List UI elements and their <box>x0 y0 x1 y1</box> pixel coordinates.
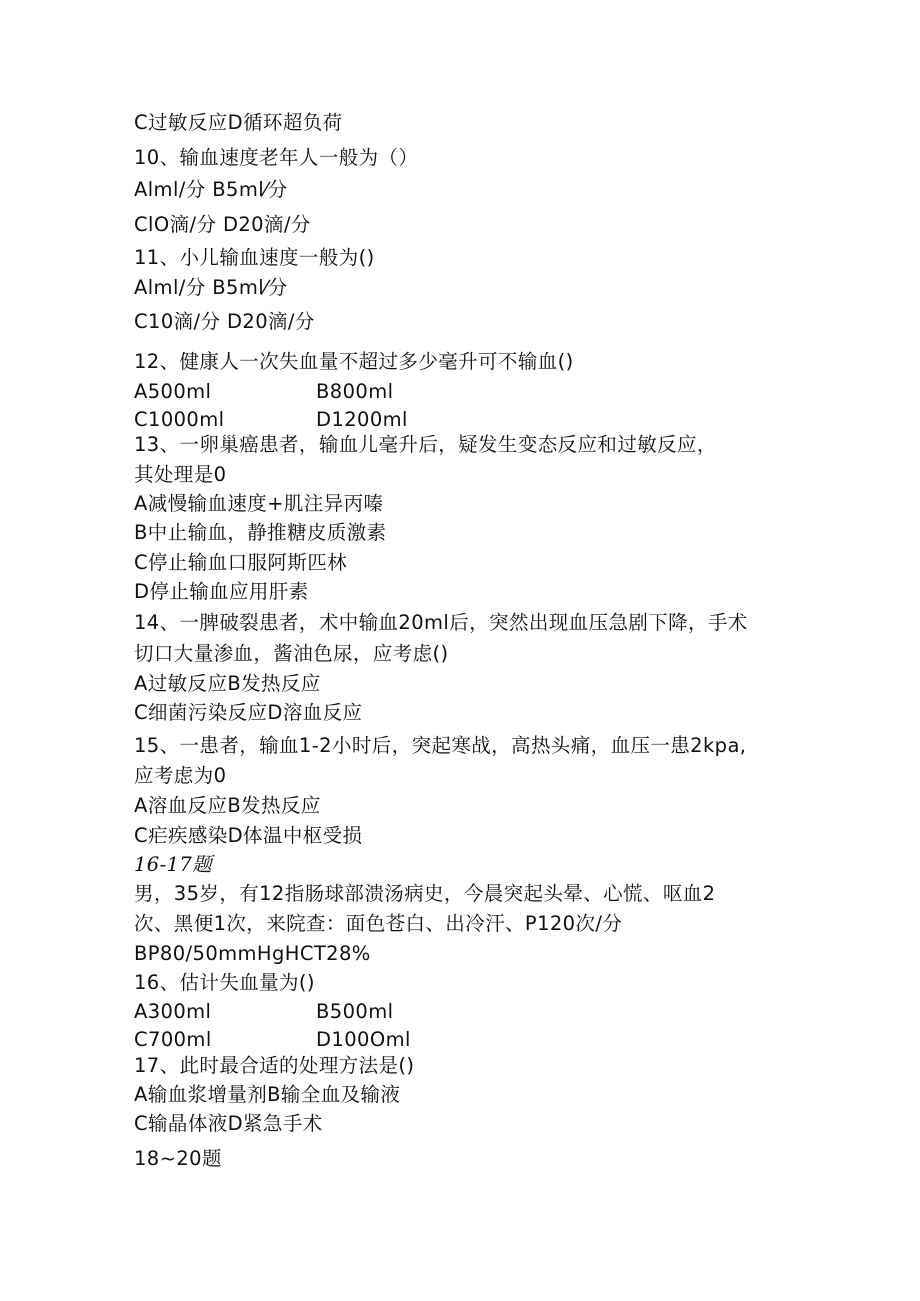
q15-options-ab: A溶血反应B发热反应 <box>134 794 321 817</box>
q12-option-d: D1200ml <box>316 408 408 431</box>
q12-options-ab <box>134 379 394 405</box>
q11-options-cd: C10滴/分 D20滴/分 <box>134 310 315 333</box>
q14-options-ab: A过敏反应B发热反应 <box>134 672 321 695</box>
q10-question: 10、输血速度老年人一般为（） <box>134 146 419 169</box>
q14-question-line1: 14、一脾破裂患者，术中输血20ml后，突然出现血压急剧下降，手术 <box>134 611 748 634</box>
q13-option-b: B中止输血，静推糖皮质激素 <box>134 521 387 544</box>
q13-option-a: A减慢输血速度+肌注异丙嗪 <box>134 492 384 515</box>
q13-option-c: C停止输血口服阿斯匹林 <box>134 551 348 574</box>
q17-question: 17、此时最合适的处理方法是() <box>134 1054 415 1077</box>
section-heading-16-17: 16-17题 <box>134 853 213 876</box>
section-heading-18-20: 18~20题 <box>134 1147 222 1170</box>
q12-options-cd <box>134 407 408 433</box>
q13-question-line1: 13、一卵巢癌患者，输血儿毫升后，疑发生变态反应和过敏反应， <box>134 433 717 456</box>
q16-option-c: C700ml <box>134 1028 212 1051</box>
q10-options-ab: Alml/分 B5ml⁄分 <box>134 178 288 201</box>
q9-options-cd: C过敏反应D循环超负荷 <box>134 111 343 134</box>
q10-options-cd: ClO滴/分 D20滴/分 <box>134 213 311 236</box>
q12-option-a: A500ml <box>134 380 212 403</box>
q15-options-cd: C疟疾感染D体温中枢受损 <box>134 824 363 847</box>
case-stem-line3: BP80/50mmHgHCT28% <box>134 942 371 965</box>
case-stem-line2: 次、黑便1次，来院查：面色苍白、出冷汗、P120次/分 <box>134 912 623 935</box>
case-stem-line1: 男，35岁，有12指肠球部溃汤病史，今晨突起头晕、心慌、呕血2 <box>134 882 716 905</box>
q17-options-cd: C输晶体液D紧急手术 <box>134 1112 323 1135</box>
q12-option-c: C1000ml <box>134 408 225 431</box>
q13-option-d: D停止输血应用肝素 <box>134 580 309 603</box>
q15-question-line2: 应考虑为0 <box>134 764 227 787</box>
q16-question: 16、估计失血量为() <box>134 971 315 994</box>
q16-option-b: B500ml <box>316 1000 394 1023</box>
q14-question-line2: 切口大量渗血，酱油色尿，应考虑() <box>134 642 449 665</box>
q16-options-cd <box>134 1027 411 1053</box>
q17-options-ab: A输血浆增量剂B输全血及输液 <box>134 1083 401 1106</box>
q16-option-d: D100Oml <box>316 1028 411 1051</box>
q14-options-cd: C细菌污染反应D溶血反应 <box>134 701 363 724</box>
q16-option-a: A300ml <box>134 1000 212 1023</box>
q15-question-line1: 15、一患者，输血1-2小时后，突起寒战，高热头痛，血压一患2kpa, <box>134 734 747 757</box>
q11-options-ab: Alml/分 B5ml⁄分 <box>134 276 288 299</box>
q13-question-line2: 其处理是0 <box>134 463 227 486</box>
q16-options-ab <box>134 999 394 1025</box>
q11-question: 11、小儿输血速度一般为() <box>134 246 375 269</box>
q12-question: 12、健康人一次失血量不超过多少毫升可不输血() <box>134 350 574 373</box>
q12-option-b: B800ml <box>316 380 394 403</box>
